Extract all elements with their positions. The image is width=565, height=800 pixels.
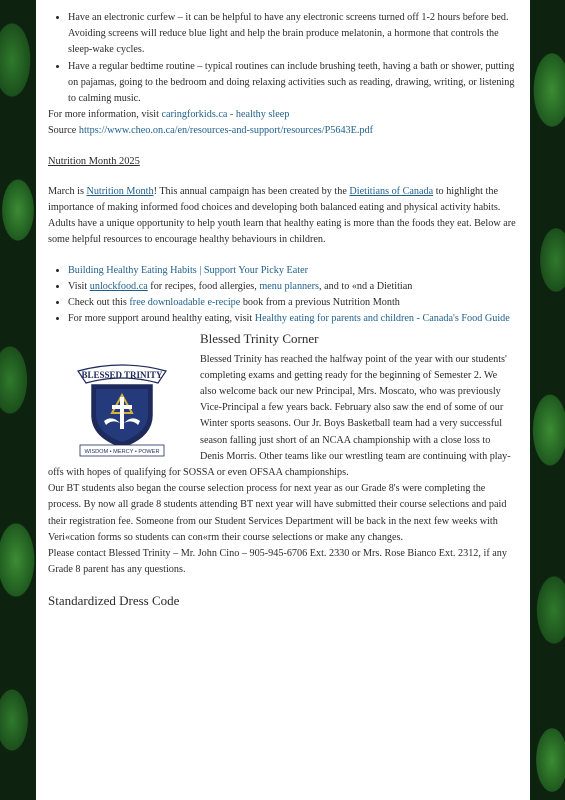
nutrition-intro: March is Nutrition Month! This annual campaign has been created by the Dietitians of Canada to highlight the importance of making informed food choices and developing both balanced eating and physical activity habits. Adults have a unique opportunity to help youth learn that healthy eating is more than the foods they eat. Below are some helpful resources to encourage healthy behaviours in children.: [48, 185, 516, 246]
blessed-trinity-contact: Please contact Blessed Trinity – Mr. John Cino – 905-945-6706 Ext. 2330 or Mrs. Rose Bianco Ext. 2312, if any Grade 8 parent has any questions.: [48, 548, 507, 576]
cheo-source-link[interactable]: https://www.cheo.on.ca/en/resources-and-support/resources/P5643E.pdf: [78, 125, 373, 137]
sleep-source: Source https://www.cheo.on.ca/en/resources-and-support/resources/P5643E.pdf: [48, 125, 373, 137]
menu-planners-link[interactable]: menu planners: [259, 280, 320, 292]
list-item: • For more support around healthy eating, visit Healthy eating for parents and children - Canada's Food Guide: [68, 311, 516, 327]
nutrition-heading: Nutrition Month 2025: [48, 155, 140, 167]
sleep-tips-list: [48, 10, 516, 107]
dress-code-heading: Standardized Dress Code: [48, 592, 180, 608]
blessed-trinity-paragraph-2: Our BT students also began the course selection process for next year as our Grade 8's were completing the process. By now all grade 8 students attending BT next year will have submitted their course selections and paid their registration fee. Someone from our Student Services Department will be back in the next few weeks with Veri«cation forms so students can con«rm their course selections or make any changes.: [48, 483, 507, 543]
sleep-tip-curfew: • Have an electronic curfew – it can be helpful to have any electronic screens turned off 1-2 hours before bed. Avoiding screens will reduce blue light and help the brain produce melatonin, a hormone that controls the sleep-wake cycles.: [68, 10, 516, 59]
sleep-more-info: For more information, visit caringforkids.ca - healthy sleep: [48, 109, 290, 121]
list-item: • Check out this free downloadable e-recipe book from a previous Nutrition Month: [68, 295, 516, 311]
blessed-trinity-section: [48, 331, 516, 578]
dietitians-canada-link[interactable]: Dietitians of Canada: [349, 185, 434, 197]
logo-motto-text: WISDOM • MERCY • POWER: [84, 449, 160, 456]
healthy-eating-habits-link[interactable]: Building Healthy Eating Habits | Support Your Picky Eater: [68, 264, 309, 276]
sleep-tip-routine: • Have a regular bedtime routine – typical routines can include brushing teeth, having a bath or shower, putting on pajamas, going to the bedroom and doing relaxing activities such as reading, drawing, writing, or listening to calming music.: [68, 59, 516, 108]
nutrition-resources-list: [48, 263, 516, 328]
e-recipe-link[interactable]: free downloadable e-recipe: [129, 297, 241, 309]
caringforkids-link[interactable]: caringforkids.ca - healthy sleep: [161, 109, 290, 121]
list-item: [68, 263, 516, 279]
unlockfood-link[interactable]: unlockfood.ca: [89, 280, 148, 292]
nutrition-month-link[interactable]: Nutrition Month: [86, 185, 154, 197]
list-item: • Visit unlockfood.ca for recipes, food allergies, menu planners, and to «nd a Dietitian: [68, 279, 516, 295]
newsletter-page: [36, 0, 530, 800]
logo-title-text: BLESSED TRINITY: [81, 370, 163, 381]
blessed-trinity-title: Blessed Trinity Corner: [200, 331, 319, 347]
blessed-trinity-paragraph-1: Blessed Trinity has reached the halfway point of the year with our students' completing exams and getting ready for the beginning of Semester 2. We also welcome back our new Principal, Mrs. Moscato, who was previously Vice-Principal a few years back. February also saw the end of some of our Winter sports seasons. Our Jr. Boys Basketball team had a very successful season falling just short of an NCAA championship with a close loss to Denis Morris. Other teams like our wrestling team are continuing with play-offs with hopes of qualifying for SOSSA or even OFSAA championships.: [48, 353, 511, 479]
canada-food-guide-link[interactable]: Healthy eating for parents and children - Canada's Food Guide: [254, 313, 510, 325]
blessed-trinity-logo: [54, 353, 190, 457]
